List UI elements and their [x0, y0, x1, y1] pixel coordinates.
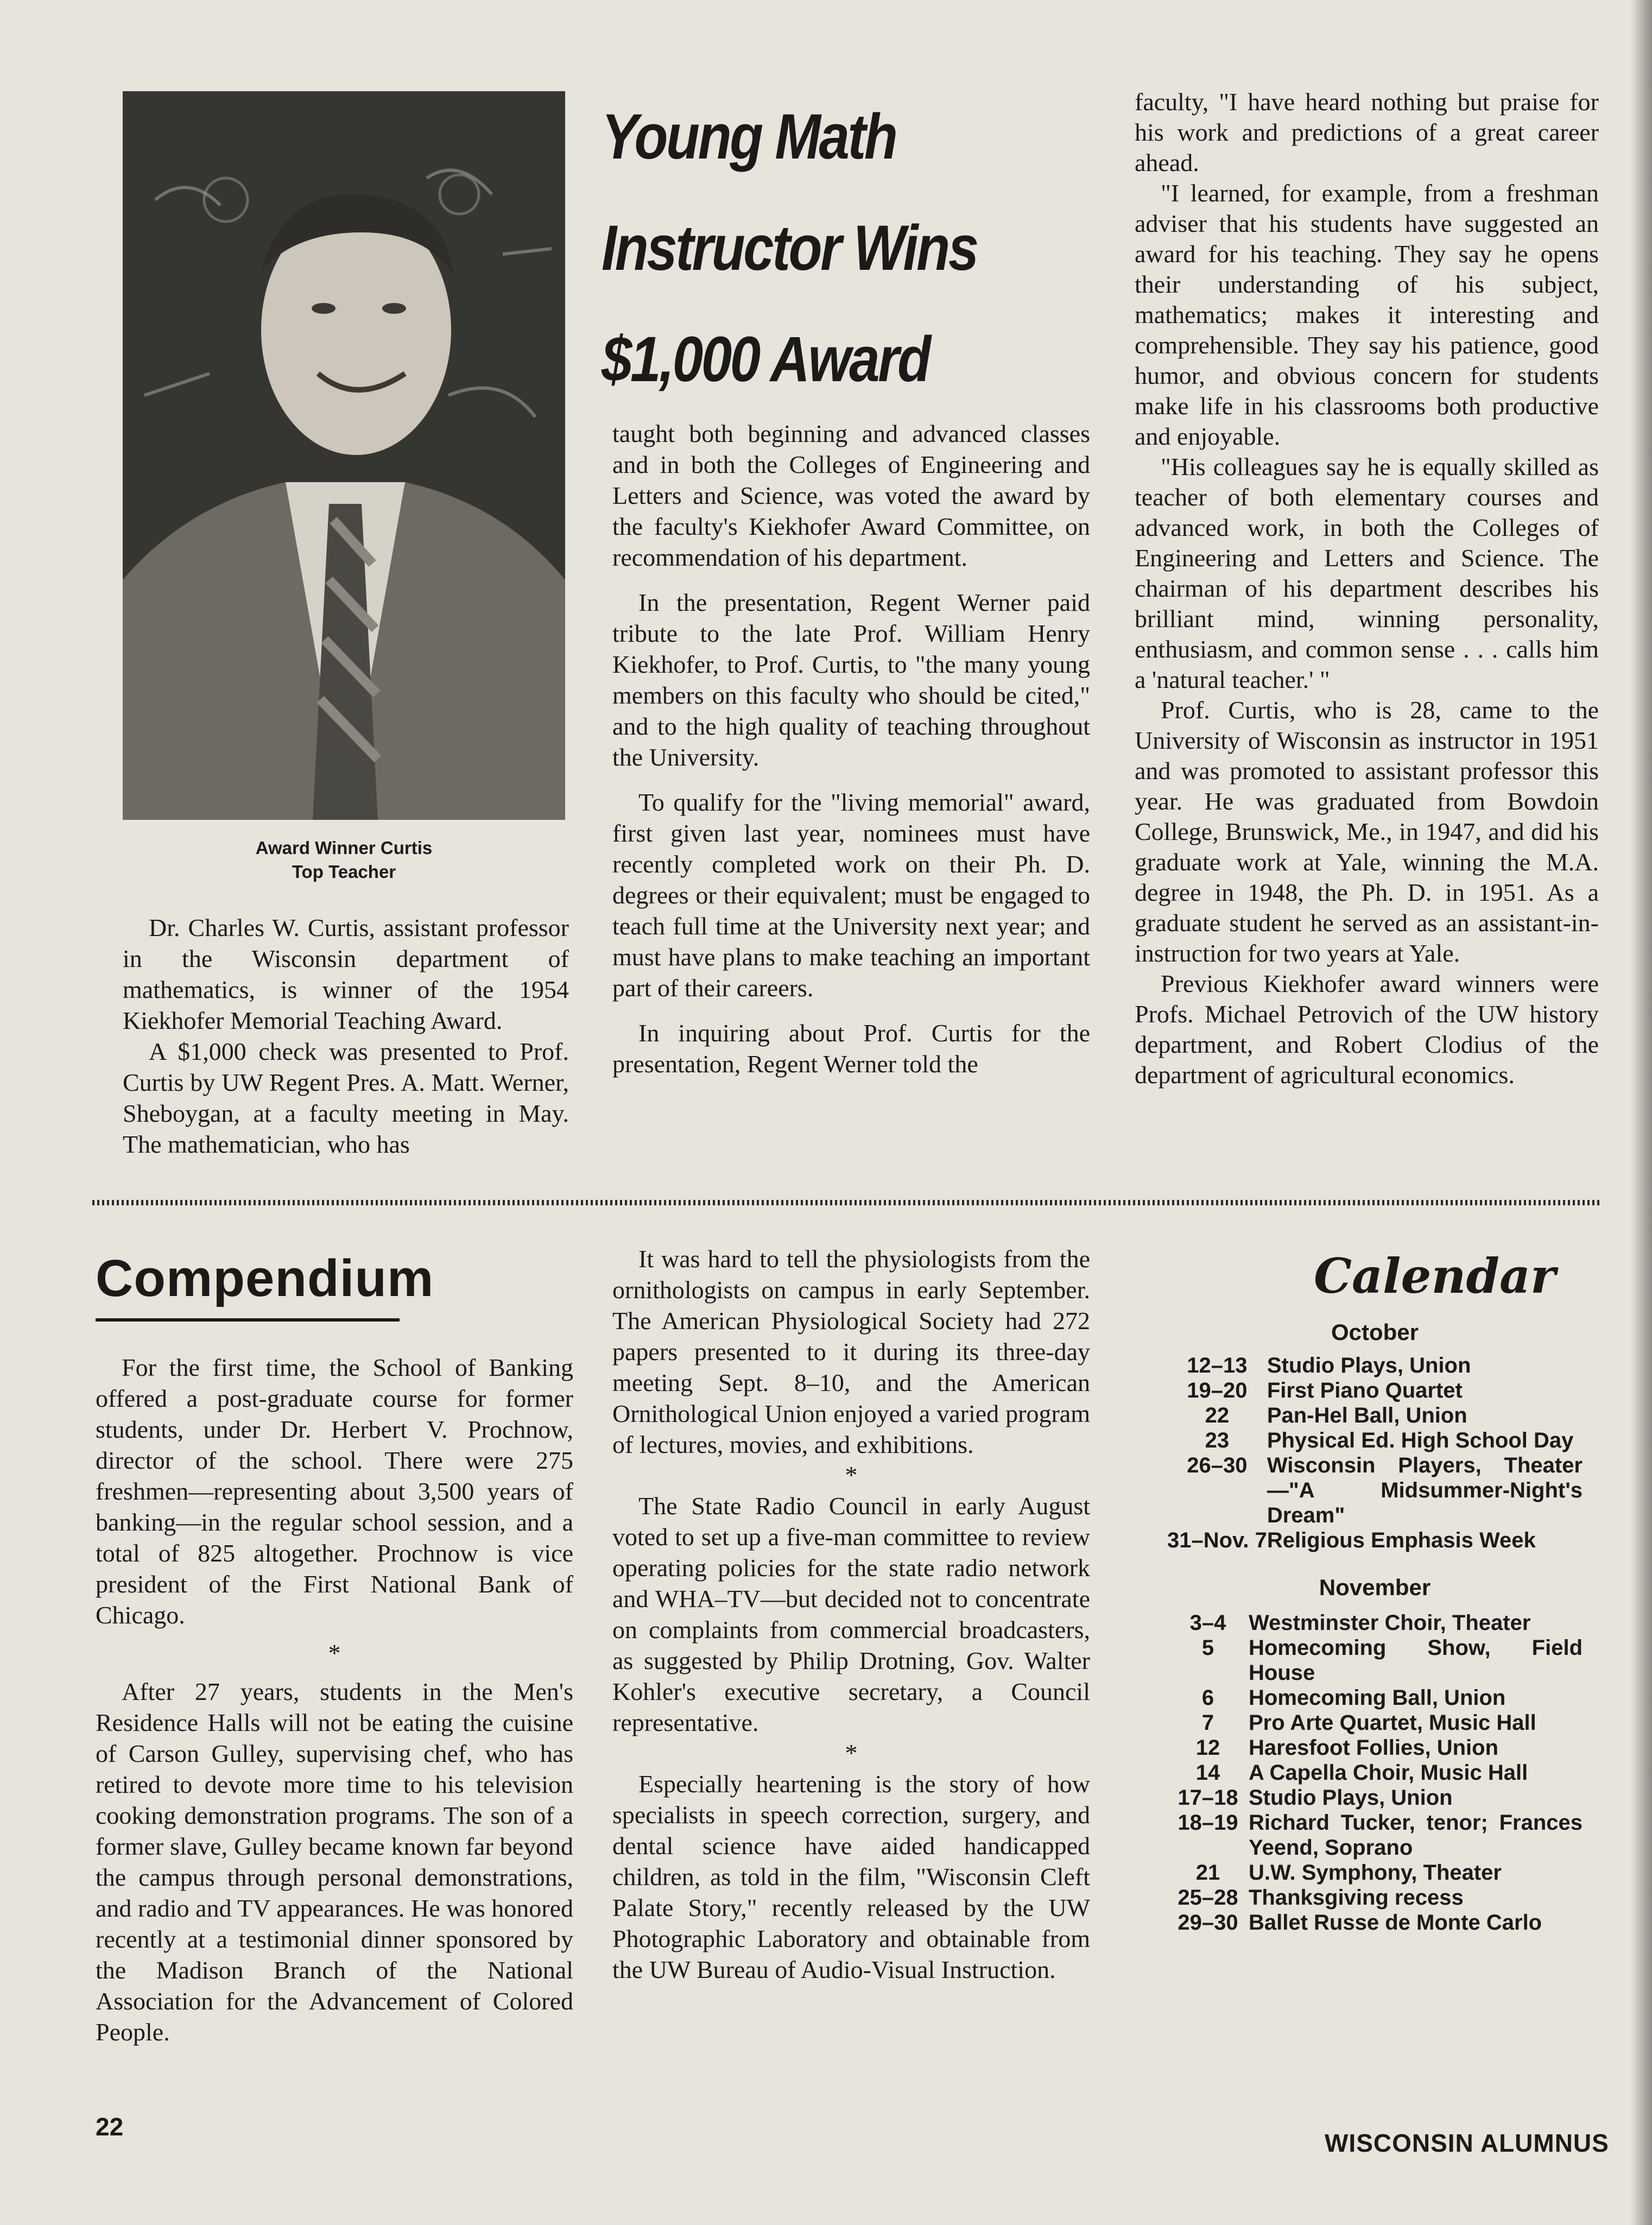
event-date: 12–13	[1187, 1354, 1248, 1377]
event-name: Richard Tucker, tenor; Frances Yeend, Soprano	[1249, 1811, 1583, 1860]
event-date: 18–19	[1178, 1811, 1238, 1835]
calendar-entry	[1167, 1860, 1583, 1885]
event-name: Thanksgiving recess	[1249, 1886, 1464, 1910]
event-name: Physical Ed. High School Day	[1267, 1428, 1574, 1452]
article-paragraph: Prof. Curtis, who is 28, came to the University of Wisconsin as instructor in 1951 and was promoted to assistant professor this year. He was graduated from Bowdoin College, Brunswick, Me., in 1947, and did his graduate work at Yale, winning the M.A. degree in 1948, the Ph. D. in 1951. As a graduate student he served as an assistant-in-instruction for two years at Yale.	[1135, 696, 1599, 967]
calendar-entry	[1167, 1528, 1583, 1553]
event-date: 25–28	[1178, 1886, 1238, 1910]
event-date: 5	[1201, 1636, 1214, 1660]
compendium-item: Especially heartening is the story of how specialists in speech correction, surgery, and dental science have aided handicapped children, as told in the film, "Wisconsin Cleft Palate Story," recently released by the UW Photographic Laboratory and obtainable from the UW Bureau of Audio-Visual Instruction.	[612, 1770, 1090, 1983]
calendar-entry	[1167, 1378, 1583, 1403]
compendium-item: It was hard to tell the physiologists from the ornithologists on campus in early September. The American Physiological Society had 272 papers presented to it during its three-day meeting Sept. 8–10, and the American Ornithological Union enjoyed a varied program of lectures, movies, and exhibitions.	[612, 1245, 1090, 1458]
event-date: 17–18	[1178, 1786, 1238, 1810]
event-name: Studio Plays, Union	[1267, 1354, 1471, 1377]
article-paragraph: In the presentation, Regent Werner paid tribute to the late Prof. William Henry Kiekhofer, to Prof. Curtis, to "the many young members on this faculty who should be cited," and to the high quality of teaching throughout the University.	[612, 589, 1090, 771]
article-paragraph: "His colleagues say he is equally skilled as teacher of both elementary courses and advanced work, in both the Colleges of Engineering and Letters and Science. The chairman of his department describes his brilliant mind, winning personality, enthusiasm, and common sense . . . calls him a 'natural teacher.' "	[1135, 453, 1599, 693]
event-name: Religious Emphasis Week	[1267, 1528, 1536, 1552]
event-name: Studio Plays, Union	[1249, 1786, 1453, 1810]
article-paragraph: "I learned, for example, from a freshman adviser that his students have suggested an award for his teaching. They say he opens their understanding of his subject, mathematics; makes it interesting and comprehensible. They say his patience, good humor, and obvious concern for students make life in his classrooms both productive and enjoyable.	[1135, 179, 1599, 450]
event-name: First Piano Quartet	[1267, 1379, 1463, 1402]
event-name: Pro Arte Quartet, Music Hall	[1249, 1711, 1536, 1735]
calendar-title: Calendar	[1314, 1248, 1556, 1304]
event-name: Homecoming Ball, Union	[1249, 1686, 1506, 1710]
compendium-item: After 27 years, students in the Men's Residence Halls will not be eating the cuisine of Carson Gulley, supervising chef, who has retired to devote more time to his television cooking demonstration programs. The son of a former slave, Gulley became known far beyond the campus through personal demonstrations, and radio and TV appearances. He was honored recently at a testimonial dinner sponsored by the Madison Branch of the National Association for the Advancement of Colored People.	[96, 1678, 573, 2046]
page-edge-shadow	[1630, 0, 1652, 2225]
event-name: Westminster Choir, Theater	[1249, 1611, 1531, 1635]
calendar-month-table	[1167, 1610, 1583, 1935]
event-date: 19–20	[1187, 1379, 1248, 1402]
event-date: 12	[1195, 1736, 1220, 1760]
photo-caption	[123, 836, 565, 884]
calendar-month-table	[1167, 1353, 1583, 1553]
event-date: 22	[1205, 1404, 1230, 1427]
compendium-column-1	[96, 1352, 573, 2047]
caption-line-2: Top Teacher	[292, 862, 396, 882]
caption-line-1: Award Winner Curtis	[255, 838, 433, 858]
event-name: A Capella Choir, Music Hall	[1249, 1761, 1528, 1785]
calendar-entry	[1167, 1428, 1583, 1453]
headline-line-2: Instructor Wins	[602, 212, 977, 284]
event-date: 31–Nov. 7	[1167, 1528, 1267, 1552]
calendar-listing	[1167, 1319, 1583, 1935]
calendar-entry	[1167, 1910, 1583, 1935]
article-paragraph: taught both beginning and advanced classes and in both the Colleges of Engineering and Letters and Science, was voted the award by the faculty's Kiekhofer Award Committee, on recommendation of his department.	[612, 420, 1090, 571]
compendium-column-2	[612, 1243, 1090, 1985]
article-headline	[602, 81, 998, 415]
calendar-month-heading: October	[1331, 1319, 1419, 1345]
event-name: Ballet Russe de Monte Carlo	[1249, 1911, 1542, 1935]
calendar-entry	[1167, 1760, 1583, 1785]
event-date: 23	[1205, 1428, 1230, 1452]
calendar-entry	[1167, 1353, 1583, 1378]
event-date: 6	[1201, 1686, 1214, 1710]
event-date: 21	[1195, 1861, 1220, 1885]
section-divider	[92, 1200, 1602, 1205]
event-date: 26–30	[1187, 1453, 1248, 1477]
calendar-entry	[1167, 1735, 1583, 1760]
compendium-title-rule	[96, 1318, 400, 1322]
calendar-month-heading: November	[1319, 1575, 1431, 1600]
event-name: Wisconsin Players, Theater—"A Midsummer-Night's Dream"	[1267, 1453, 1583, 1527]
portrait-photo	[123, 91, 565, 820]
item-separator: *	[845, 1739, 858, 1767]
event-name: Pan-Hel Ball, Union	[1267, 1404, 1467, 1427]
article-column-1	[123, 912, 569, 1160]
calendar-entry	[1167, 1885, 1583, 1910]
event-date: 3–4	[1189, 1611, 1226, 1635]
event-date: 7	[1201, 1711, 1214, 1735]
calendar-entry	[1167, 1685, 1583, 1710]
compendium-item: The State Radio Council in early August voted to set up a five-man committee to review operating policies for the state radio network and WHA–TV—but decided not to concentrate on complaints from commercial broadcasters, as suggested by Philip Drotning, Gov. Walter Kohler's executive secretary, a Council representative.	[612, 1492, 1090, 1736]
event-date: 14	[1195, 1761, 1220, 1785]
calendar-entry	[1167, 1610, 1583, 1635]
article-paragraph: faculty, "I have heard nothing but praise for his work and predictions of a great career ahead.	[1135, 88, 1599, 176]
headline-line-3: $1,000 Award	[602, 324, 929, 395]
event-name: U.W. Symphony, Theater	[1249, 1861, 1502, 1885]
calendar-entry	[1167, 1403, 1583, 1428]
calendar-entry	[1167, 1453, 1583, 1528]
compendium-item: For the first time, the School of Banking offered a post-graduate course for former students, under Dr. Herbert V. Prochnow, director of the school. There were 275 freshmen—representing about 3,500 years of banking—in the regular school session, and a total of 825 altogether. Prochnow is vice president of the First National Bank of Chicago.	[96, 1354, 573, 1629]
page-number: 22	[96, 2113, 124, 2141]
article-paragraph: Dr. Charles W. Curtis, assistant professor in the Wisconsin department of mathematics, is winner of the 1954 Kiekhofer Memorial Teaching Award.	[123, 914, 569, 1034]
article-paragraph: To qualify for the "living memorial" award, first given last year, nominees must have recently completed work on their Ph. D. degrees or their equivalent; must be engaged to teach full time at the University next year; and must have plans to make teaching an important part of their careers.	[612, 788, 1090, 1002]
calendar-entry	[1167, 1710, 1583, 1735]
portrait-illustration	[123, 91, 565, 820]
event-name: Haresfoot Follies, Union	[1249, 1736, 1499, 1760]
article-paragraph: A $1,000 check was presented to Prof. Curtis by UW Regent Pres. A. Matt. Werner, Sheboygan, at a faculty meeting in May. The mathematician, who has	[123, 1038, 569, 1158]
magazine-name: WISCONSIN ALUMNUS	[1325, 2129, 1609, 2157]
item-separator: *	[328, 1639, 341, 1667]
calendar-entry	[1167, 1635, 1583, 1685]
item-separator: *	[845, 1461, 858, 1489]
article-column-3	[1135, 87, 1599, 1090]
event-name: Homecoming Show, Field House	[1249, 1636, 1583, 1685]
article-paragraph: Previous Kiekhofer award winners were Profs. Michael Petrovich of the UW history department, and Robert Clodius of the department of agricultural economics.	[1135, 970, 1599, 1089]
headline-line-1: Young Math	[602, 101, 896, 173]
compendium-title: Compendium	[96, 1249, 434, 1307]
calendar-entry	[1167, 1785, 1583, 1810]
article-paragraph: In inquiring about Prof. Curtis for the presentation, Regent Werner told the	[612, 1019, 1090, 1078]
event-date: 29–30	[1178, 1911, 1238, 1935]
article-column-2	[612, 418, 1090, 1079]
calendar-entry	[1167, 1810, 1583, 1860]
